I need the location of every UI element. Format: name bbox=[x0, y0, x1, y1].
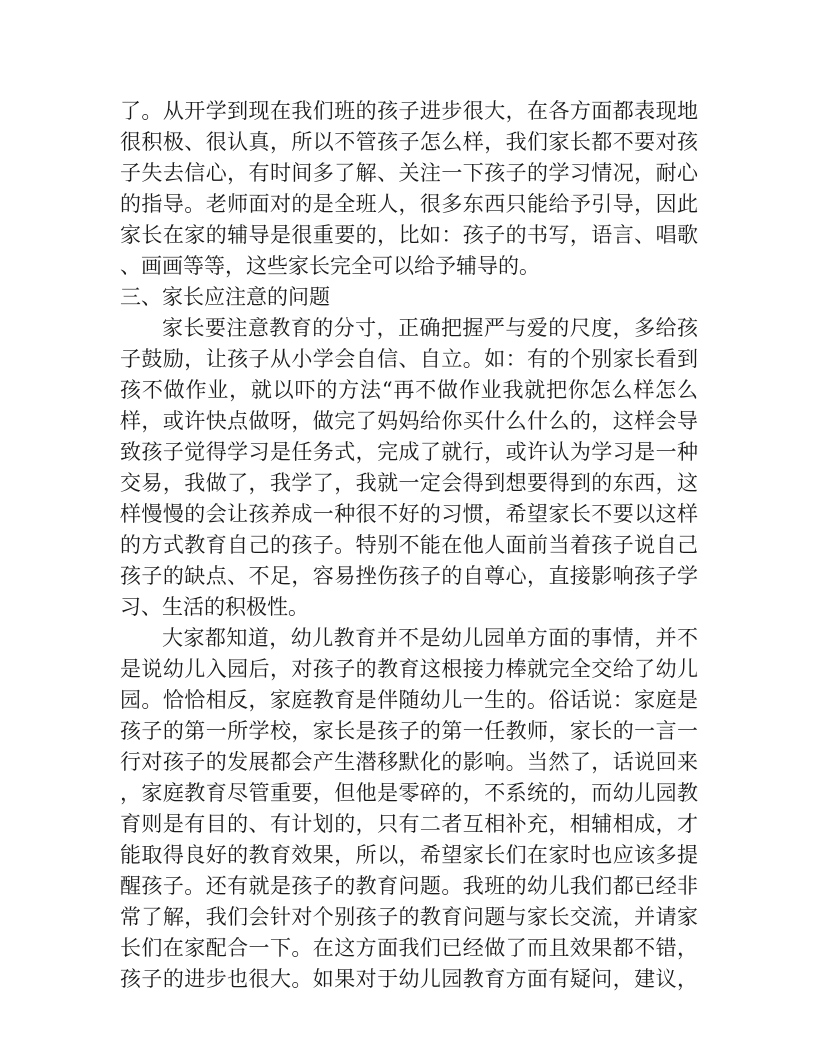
text-line: 的指导。老师面对的是全班人，很多东西只能给予引导，因此 bbox=[120, 192, 698, 216]
text-line: 醒孩子。还有就是孩子的教育问题。我班的幼儿我们都已经非 bbox=[120, 874, 698, 898]
text-line: 、画画等等，这些家长完全可以给予辅导的。 bbox=[120, 254, 540, 278]
text-line: 孩子的进步也很大。如果对于幼儿园教育方面有疑问，建议， bbox=[120, 967, 698, 991]
text-line: 交易，我做了，我学了，我就一定会得到想要得到的东西，这 bbox=[120, 471, 698, 495]
text-line: ，家庭教育尽管重要，但他是零碎的，不系统的，而幼儿园教 bbox=[120, 781, 698, 805]
text-line: 家长在家的辅导是很重要的，比如：孩子的书写，语言、唱歌 bbox=[120, 223, 698, 247]
text-line: 子鼓励，让孩子从小学会自信、自立。如：有的个别家长看到 bbox=[120, 347, 698, 371]
text-line: 长们在家配合一下。在这方面我们已经做了而且效果都不错， bbox=[120, 936, 698, 960]
text-line: 孩不做作业，就以吓的方法“再不做作业我就把你怎么样怎么 bbox=[120, 378, 698, 402]
text-line: 样慢慢的会让孩养成一种很不好的习惯，希望家长不要以这样 bbox=[120, 502, 698, 526]
text-line: 家长要注意教育的分寸，正确把握严与爱的尺度，多给孩 bbox=[162, 316, 698, 340]
text-line: 育则是有目的、有计划的，只有二者互相补充，相辅相成，才 bbox=[120, 812, 698, 836]
text-line: 致孩子觉得学习是任务式，完成了就行，或许认为学习是一种 bbox=[120, 440, 698, 464]
text-line: 常了解，我们会针对个别孩子的教育问题与家长交流，并请家 bbox=[120, 905, 698, 929]
text-line: 的方式教育自己的孩子。特别不能在他人面前当着孩子说自己 bbox=[120, 533, 698, 557]
text-line: 孩子的缺点、不足，容易挫伤孩子的自尊心，直接影响孩子学 bbox=[120, 564, 698, 588]
text-line: 孩子的第一所学校，家长是孩子的第一任教师，家长的一言一 bbox=[120, 719, 698, 743]
section-heading: 三、家长应注意的问题 bbox=[120, 285, 330, 309]
text-line: 很积极、很认真，所以不管孩子怎么样，我们家长都不要对孩 bbox=[120, 130, 698, 154]
text-line: 是说幼儿入园后，对孩子的教育这根接力棒就完全交给了幼儿 bbox=[120, 657, 698, 681]
text-line: 能取得良好的教育效果，所以，希望家长们在家时也应该多提 bbox=[120, 843, 698, 867]
text-line: 行对孩子的发展都会产生潜移默化的影响。当然了，话说回来 bbox=[120, 750, 698, 774]
text-line: 样，或许快点做呀，做完了妈妈给你买什么什么的，这样会导 bbox=[120, 409, 698, 433]
text-line: 大家都知道，幼儿教育并不是幼儿园单方面的事情，并不 bbox=[162, 626, 698, 650]
text-line: 子失去信心，有时间多了解、关注一下孩子的学习情况，耐心 bbox=[120, 161, 698, 185]
text-line: 习、生活的积极性。 bbox=[120, 595, 309, 619]
text-line: 了。从开学到现在我们班的孩子进步很大，在各方面都表现地 bbox=[120, 99, 698, 123]
text-line: 园。恰恰相反，家庭教育是伴随幼儿一生的。俗话说：家庭是 bbox=[120, 688, 698, 712]
